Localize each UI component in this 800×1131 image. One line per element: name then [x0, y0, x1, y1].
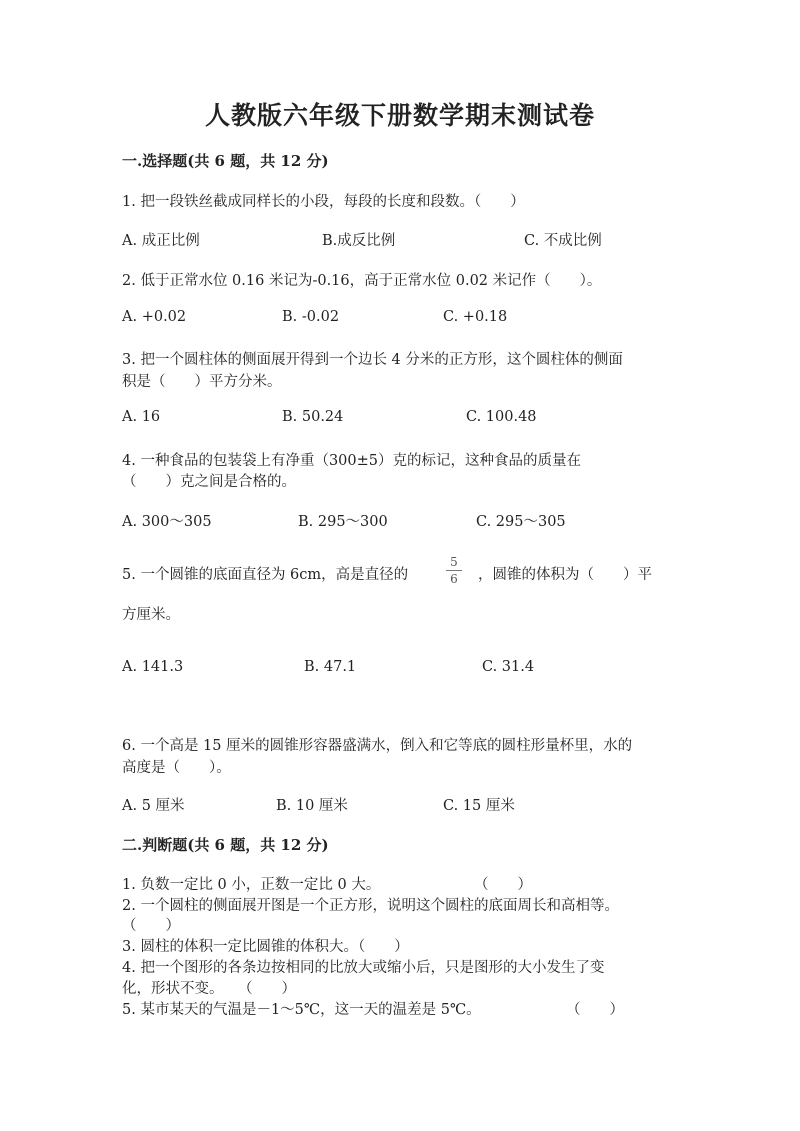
judge-q5-blank: （ ）: [566, 1002, 624, 1018]
choice-question-6-line1: 6. 一个高是 15 厘米的圆锥形容器盛满水，倒入和它等底的圆柱形量杯里，水的: [122, 738, 633, 754]
fraction-numerator: 5: [450, 555, 458, 569]
choice-q6-option-c: C. 15 厘米: [443, 798, 515, 814]
choice-q3-option-c: C. 100.48: [466, 409, 537, 425]
choice-question-5-part1: 5. 一个圆锥的底面直径为 6cm，高是直径的: [122, 567, 409, 583]
choice-q2-option-a: A. +0.02: [122, 309, 187, 325]
choice-question-3-line2: 积是（ ）平方分米。: [122, 374, 282, 390]
choice-q4-option-c: C. 295～305: [476, 514, 566, 530]
choice-q5-option-a: A. 141.3: [122, 659, 184, 675]
judge-question-1: 1. 负数一定比 0 小，正数一定比 0 大。: [122, 877, 381, 893]
choice-q4-option-b: B. 295～300: [298, 514, 388, 530]
choice-q2-option-c: C. +0.18: [443, 309, 508, 325]
choice-q5-option-b: B. 47.1: [304, 659, 357, 675]
choice-question-5-part2: ，圆锥的体积为（ ）平: [478, 567, 652, 583]
fraction-denominator: 6: [450, 572, 458, 586]
choice-q6-option-b: B. 10 厘米: [276, 798, 348, 814]
choice-q6-option-a: A. 5 厘米: [122, 798, 185, 814]
choice-q4-option-a: A. 300～305: [122, 514, 212, 530]
fraction-five-sixths: [446, 555, 462, 586]
fraction-bar: [446, 570, 462, 571]
section-heading-choice: 一.选择题(共 6 题，共 12 分): [122, 152, 329, 170]
choice-question-4-line1: 4. 一种食品的包装袋上有净重（300±5）克的标记，这种食品的质量在: [122, 453, 581, 469]
choice-q3-option-a: A. 16: [122, 409, 161, 425]
judge-question-2-line1: 2. 一个圆柱的侧面展开图是一个正方形，说明这个圆柱的底面周长和高相等。: [122, 898, 619, 914]
judge-question-4-line2: 化，形状不变。 （ ）: [122, 981, 296, 997]
choice-question-6-line2: 高度是（ ）。: [122, 760, 231, 776]
choice-q2-option-b: B. -0.02: [282, 309, 340, 325]
choice-q1-option-c: C. 不成比例: [524, 233, 602, 249]
judge-question-4-line1: 4. 把一个图形的各条边按相同的比放大或缩小后，只是图形的大小发生了变: [122, 960, 605, 976]
choice-q3-option-b: B. 50.24: [282, 409, 344, 425]
judge-question-3: 3. 圆柱的体积一定比圆锥的体积大。（ ）: [122, 939, 409, 955]
choice-question-5-line2: 方厘米。: [122, 607, 180, 623]
choice-q1-option-a: A. 成正比例: [122, 233, 200, 249]
choice-question-1: 1. 把一段铁丝截成同样长的小段，每段的长度和段数。（ ）: [122, 194, 525, 210]
judge-question-2-line2: （ ）: [122, 918, 180, 934]
page-title: 人教版六年级下册数学期末测试卷: [204, 101, 595, 130]
choice-question-3-line1: 3. 把一个圆柱体的侧面展开得到一个边长 4 分米的正方形，这个圆柱体的侧面: [122, 352, 623, 368]
choice-question-4-line2: （ ）克之间是合格的。: [122, 474, 296, 490]
judge-question-5: 5. 某市某天的气温是－1～5℃，这一天的温差是 5℃。: [122, 1002, 481, 1018]
choice-q5-option-c: C. 31.4: [482, 659, 535, 675]
judge-q1-blank: （ ）: [474, 877, 532, 893]
section-heading-judgement: 二.判断题(共 6 题，共 12 分): [122, 836, 329, 854]
choice-q1-option-b: B.成反比例: [322, 233, 396, 249]
choice-question-2: 2. 低于正常水位 0.16 米记为-0.16，高于正常水位 0.02 米记作（ ）。: [122, 273, 602, 289]
